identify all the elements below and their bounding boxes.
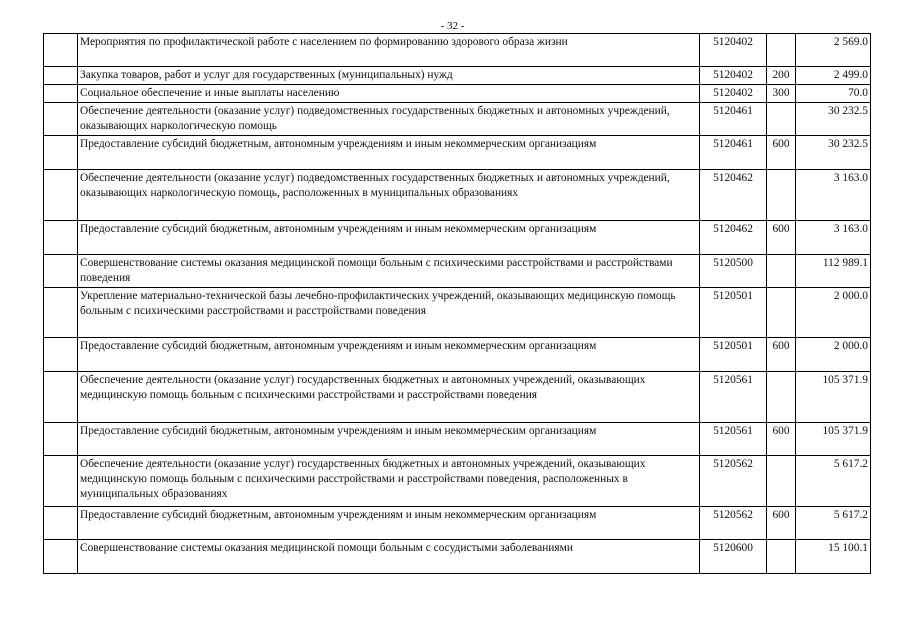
expense-type-cell: 300 — [767, 85, 796, 103]
amount-cell: 3 163.0 — [796, 170, 871, 221]
row-number-cell — [44, 456, 78, 507]
page-number: - 32 - — [440, 20, 465, 32]
table-row — [44, 540, 871, 574]
row-number-cell — [44, 103, 78, 136]
expense-type-cell: 200 — [767, 67, 796, 85]
row-number-cell — [44, 507, 78, 540]
table-row — [44, 338, 871, 372]
expense-type-cell: 600 — [767, 221, 796, 255]
expense-name-cell: Обеспечение деятельности (оказание услуг) государственных бюджетных и автономных учреждений, оказывающих медицинскую помощь больным с психическими расстройствами и расстройствами поведения — [78, 372, 700, 423]
expense-type-cell — [767, 103, 796, 136]
amount-cell: 2 569.0 — [796, 34, 871, 67]
expense-type-cell: 600 — [767, 507, 796, 540]
expense-type-cell: 600 — [767, 338, 796, 372]
target-code-cell: 5120561 — [700, 372, 767, 423]
expense-type-cell: 600 — [767, 136, 796, 170]
expense-type-cell: 600 — [767, 423, 796, 456]
expense-name-cell: Совершенствование системы оказания медицинской помощи больным с сосудистыми заболеваниями — [78, 540, 700, 574]
expense-name-cell: Укрепление материально-технической базы лечебно-профилактических учреждений, оказывающих медицинскую помощь больным с психическими расстройствами и расстройствами поведения — [78, 288, 700, 338]
row-number-cell — [44, 372, 78, 423]
table-row — [44, 170, 871, 221]
table-row — [44, 34, 871, 67]
target-code-cell: 5120402 — [700, 85, 767, 103]
amount-cell: 2 000.0 — [796, 338, 871, 372]
amount-cell: 3 163.0 — [796, 221, 871, 255]
amount-cell: 5 617.2 — [796, 456, 871, 507]
row-number-cell — [44, 67, 78, 85]
target-code-cell: 5120562 — [700, 456, 767, 507]
table-row — [44, 372, 871, 423]
target-code-cell: 5120501 — [700, 288, 767, 338]
row-number-cell — [44, 170, 78, 221]
target-code-cell: 5120501 — [700, 338, 767, 372]
expense-type-cell — [767, 170, 796, 221]
table-row — [44, 456, 871, 507]
amount-cell: 2 000.0 — [796, 288, 871, 338]
table-row — [44, 103, 871, 136]
row-number-cell — [44, 540, 78, 574]
row-number-cell — [44, 423, 78, 456]
expense-type-cell — [767, 288, 796, 338]
target-code-cell: 5120461 — [700, 103, 767, 136]
target-code-cell: 5120462 — [700, 221, 767, 255]
row-number-cell — [44, 136, 78, 170]
table-row — [44, 221, 871, 255]
table-row — [44, 136, 871, 170]
expense-name-cell: Закупка товаров, работ и услуг для государственных (муниципальных) нужд — [78, 67, 700, 85]
target-code-cell: 5120402 — [700, 67, 767, 85]
table-row — [44, 255, 871, 288]
expense-name-cell: Предоставление субсидий бюджетным, автономным учреждениям и иным некоммерческим организациям — [78, 338, 700, 372]
amount-cell: 30 232.5 — [796, 136, 871, 170]
expense-name-cell: Обеспечение деятельности (оказание услуг) подведомственных государственных бюджетных и автономных учреждений, оказывающих наркологическую помощь, расположенных в муниципальных образованиях — [78, 170, 700, 221]
expense-name-cell: Обеспечение деятельности (оказание услуг) подведомственных государственных бюджетных и автономных учреждений, оказывающих наркологическую помощь — [78, 103, 700, 136]
expense-name-cell: Социальное обеспечение и иные выплаты населению — [78, 85, 700, 103]
table-row — [44, 423, 871, 456]
target-code-cell: 5120402 — [700, 34, 767, 67]
table-row — [44, 507, 871, 540]
row-number-cell — [44, 85, 78, 103]
expense-type-cell — [767, 372, 796, 423]
target-code-cell: 5120461 — [700, 136, 767, 170]
amount-cell: 30 232.5 — [796, 103, 871, 136]
amount-cell: 70.0 — [796, 85, 871, 103]
amount-cell: 112 989.1 — [796, 255, 871, 288]
target-code-cell: 5120600 — [700, 540, 767, 574]
expense-type-cell — [767, 456, 796, 507]
table-row — [44, 288, 871, 338]
expense-name-cell: Предоставление субсидий бюджетным, автономным учреждениям и иным некоммерческим организациям — [78, 507, 700, 540]
table-row — [44, 67, 871, 85]
row-number-cell — [44, 338, 78, 372]
target-code-cell: 5120500 — [700, 255, 767, 288]
amount-cell: 2 499.0 — [796, 67, 871, 85]
row-number-cell — [44, 255, 78, 288]
amount-cell: 105 371.9 — [796, 423, 871, 456]
amount-cell: 5 617.2 — [796, 507, 871, 540]
expense-type-cell — [767, 255, 796, 288]
expense-name-cell: Совершенствование системы оказания медицинской помощи больным с психическими расстройствами и расстройствами поведения — [78, 255, 700, 288]
target-code-cell: 5120462 — [700, 170, 767, 221]
expense-name-cell: Мероприятия по профилактической работе с населением по формированию здорового образа жизни — [78, 34, 700, 67]
amount-cell: 15 100.1 — [796, 540, 871, 574]
expense-type-cell — [767, 34, 796, 67]
budget-table — [43, 33, 871, 574]
expense-name-cell: Предоставление субсидий бюджетным, автономным учреждениям и иным некоммерческим организациям — [78, 221, 700, 255]
amount-cell: 105 371.9 — [796, 372, 871, 423]
row-number-cell — [44, 34, 78, 67]
table-row — [44, 85, 871, 103]
target-code-cell: 5120561 — [700, 423, 767, 456]
expense-name-cell: Обеспечение деятельности (оказание услуг) государственных бюджетных и автономных учреждений, оказывающих медицинскую помощь больным с психическими расстройствами и расстройствами поведения, расположенных в муниципальных образованиях — [78, 456, 700, 507]
expense-type-cell — [767, 540, 796, 574]
target-code-cell: 5120562 — [700, 507, 767, 540]
row-number-cell — [44, 221, 78, 255]
expense-name-cell: Предоставление субсидий бюджетным, автономным учреждениям и иным некоммерческим организациям — [78, 136, 700, 170]
row-number-cell — [44, 288, 78, 338]
expense-name-cell: Предоставление субсидий бюджетным, автономным учреждениям и иным некоммерческим организациям — [78, 423, 700, 456]
